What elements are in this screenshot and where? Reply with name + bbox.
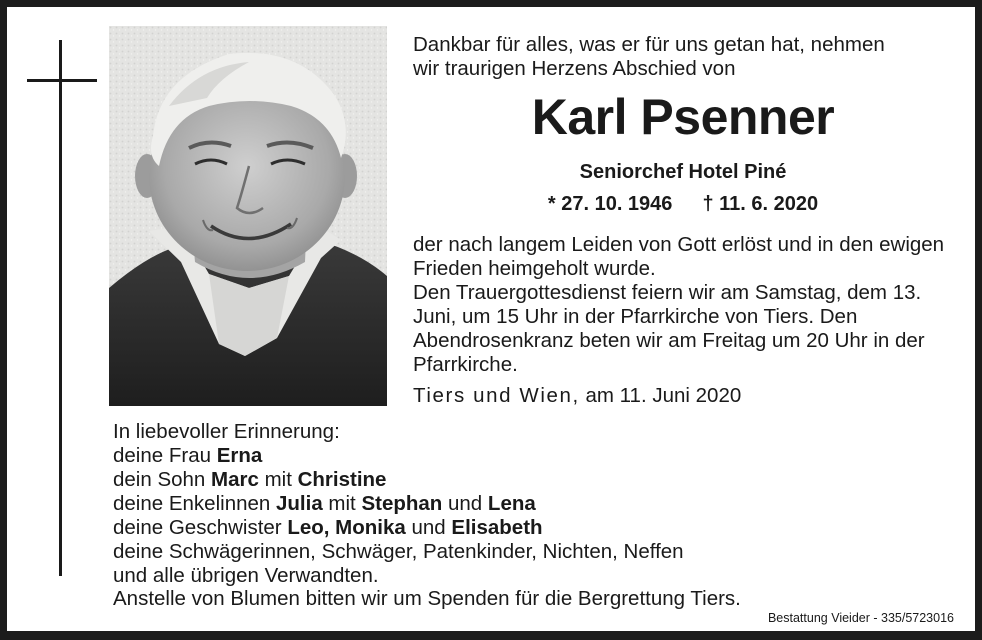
mourners-heading: In liebevoller Erinnerung:: [113, 420, 340, 443]
mourners-list: [113, 420, 684, 588]
mourner-wife: deine Frau Erna: [113, 444, 263, 467]
announcement-text: [413, 233, 958, 377]
announcement-paragraph-1: der nach langem Leiden von Gott erlöst und in den ewigen Frieden heimgeholt wurde.: [413, 233, 945, 280]
mourner-son: dein Sohn Marc mit Christine: [113, 468, 387, 491]
mourner-siblings: deine Geschwister Leo, Monika und Elisabeth: [113, 516, 543, 539]
deceased-role: Seniorchef Hotel Piné: [579, 161, 787, 183]
date-text: am 11. Juni 2020: [585, 384, 742, 407]
intro-text: [413, 33, 885, 81]
portrait-photo: [109, 26, 387, 406]
place-text: Tiers und Wien,: [413, 384, 580, 407]
intro-line-2: wir traurigen Herzens Abschied von: [413, 57, 736, 80]
deceased-name: Karl Psenner: [531, 89, 835, 145]
death-date: † 11. 6. 2020: [702, 193, 819, 215]
mourner-grandchildren: deine Enkelinnen Julia mit Stephan und Lena: [113, 492, 536, 515]
place-date: [413, 384, 741, 408]
birth-date: * 27. 10. 1946: [547, 193, 673, 215]
funeral-home-footer: Bestattung Vieider - 335/5723016: [767, 611, 954, 625]
donation-note: Anstelle von Blumen bitten wir um Spenden für die Bergrettung Tiers.: [113, 587, 741, 610]
mourner-inlaws: deine Schwägerinnen, Schwäger, Patenkinder, Nichten, Neffen: [113, 540, 684, 563]
mourner-others: und alle übrigen Verwandten.: [113, 564, 379, 587]
intro-line-1: Dankbar für alles, was er für uns getan hat, nehmen: [413, 33, 885, 56]
announcement-paragraph-2: Den Trauergottesdienst feiern wir am Samstag, dem 13. Juni, um 15 Uhr in der Pfarrkirche von Tiers. Den Abendrosenkranz beten wir am Freitag um 20 Uhr in der Pfarrkirche.: [413, 281, 925, 376]
life-dates: [413, 192, 953, 216]
